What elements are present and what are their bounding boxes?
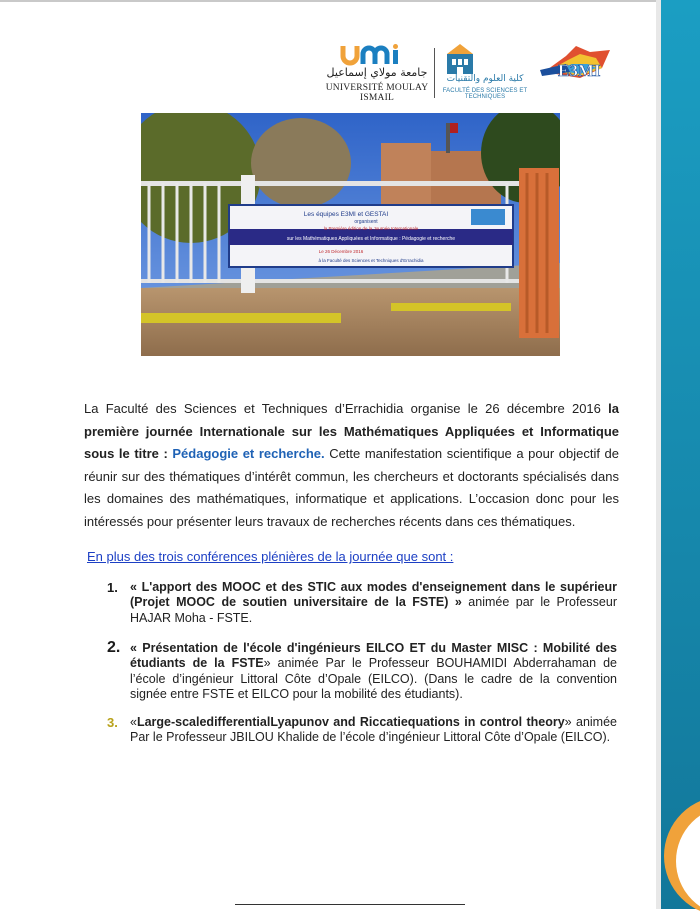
item-1-number: 1.: [107, 580, 118, 595]
banner-line-6: à la Faculté des Sciences et Techniques d'Errachidia: [318, 258, 424, 263]
fst-latin-name: FACULTÉ DES SCIENCES ET TECHNIQUES: [442, 88, 528, 100]
item-2-title: Présentation de l'école d'ingénieurs EILCO ET du Master MISC : Mobilité des étudiants de la FSTE: [130, 641, 617, 671]
intro-paragraph: [84, 398, 619, 533]
banner-line-1: Les équipes E3MI et GESTAI: [303, 211, 389, 218]
intro-highlight-title: Pédagogie et recherche.: [172, 446, 325, 461]
e3mi-logo: [540, 42, 614, 92]
banner-line-4: sur les Mathématiques Appliquées et Informatique : Pédagogie et recherche: [286, 236, 456, 242]
item-3-title: Large-scaledifferentialLyapunov and Riccatiequations in control theory: [136, 715, 565, 729]
item-3-open-quote: «: [130, 715, 137, 729]
banner-line-3: la Première édition de la Journée Internationale: [323, 226, 419, 231]
item-3-description: » animée Par le Professeur JBILOU Khalide de l’école d’ingénieur Littoral Côte d’Opale (EILCO).: [130, 715, 617, 745]
umi-logo: [325, 44, 429, 103]
intro-bold-title: la première journée Internationale sur les Mathématiques Appliquées et Informatique sous le titre :: [84, 401, 619, 461]
item-2-number: 2.: [107, 639, 121, 656]
conference-item-2: [130, 641, 617, 702]
event-photo: [141, 113, 560, 356]
item-1-title: « L'apport des MOOC et des STIC aux modes d'enseignement dans le supérieur (Projet MOOC de soutien universitaire de la FSTE) »: [130, 580, 617, 610]
intro-text-end: Cette manifestation scientifique a pour objectif de réunir sur des thématiques d’intérêt commun, les chercheurs et doctorants spécialisés dans les domaines des mathématiques, informatique et applications. L’occasion donc pour les intéressés pour présenter leurs travaux de recherches récents dans ces thématiques.: [84, 446, 619, 529]
item-3-number: 3.: [107, 715, 118, 730]
fst-arabic-name: كلية العلوم والتقنيات: [446, 74, 524, 84]
footer-rule: [235, 904, 465, 905]
conference-item-3: [130, 715, 617, 746]
umi-arabic-name: جامعة مولاي إسماعيل: [326, 66, 428, 79]
intro-text-start: La Faculté des Sciences et Techniques d’Errachidia organise le 26 décembre 2016: [84, 401, 609, 416]
fst-logo: [440, 42, 530, 100]
item-1-description: animée par le Professeur HAJAR Moha - FSTE.: [130, 595, 617, 625]
decorative-side-bar: [661, 0, 700, 909]
umi-latin-name: UNIVERSITÉ MOULAY ISMAIL: [325, 83, 429, 103]
e3mi-label: E3MI: [558, 61, 601, 80]
entrance-gate-image: [141, 113, 560, 356]
umi-mark-icon: [337, 44, 417, 66]
item-2-open-quote: «: [130, 641, 143, 655]
page-top-border: [0, 0, 700, 2]
banner-line-5: Le 26 Décembre 2016: [318, 249, 364, 254]
item-2-description: » animée Par le Professeur BOUHAMIDI Abderrahaman de l’école d’ingénieur Littoral Côte d’Opale (EILCO). (Dans le cadre de la convention signée entre FSTE et EILCO pour la mobilité des étudiants).: [130, 656, 617, 701]
conference-item-1: [130, 580, 617, 626]
banner-line-2: organisent: [354, 219, 378, 225]
conferences-subheading: En plus des trois conférences plénières de la journée que sont :: [87, 549, 454, 564]
fst-building-icon: [443, 42, 477, 78]
logo-divider: [434, 48, 435, 98]
